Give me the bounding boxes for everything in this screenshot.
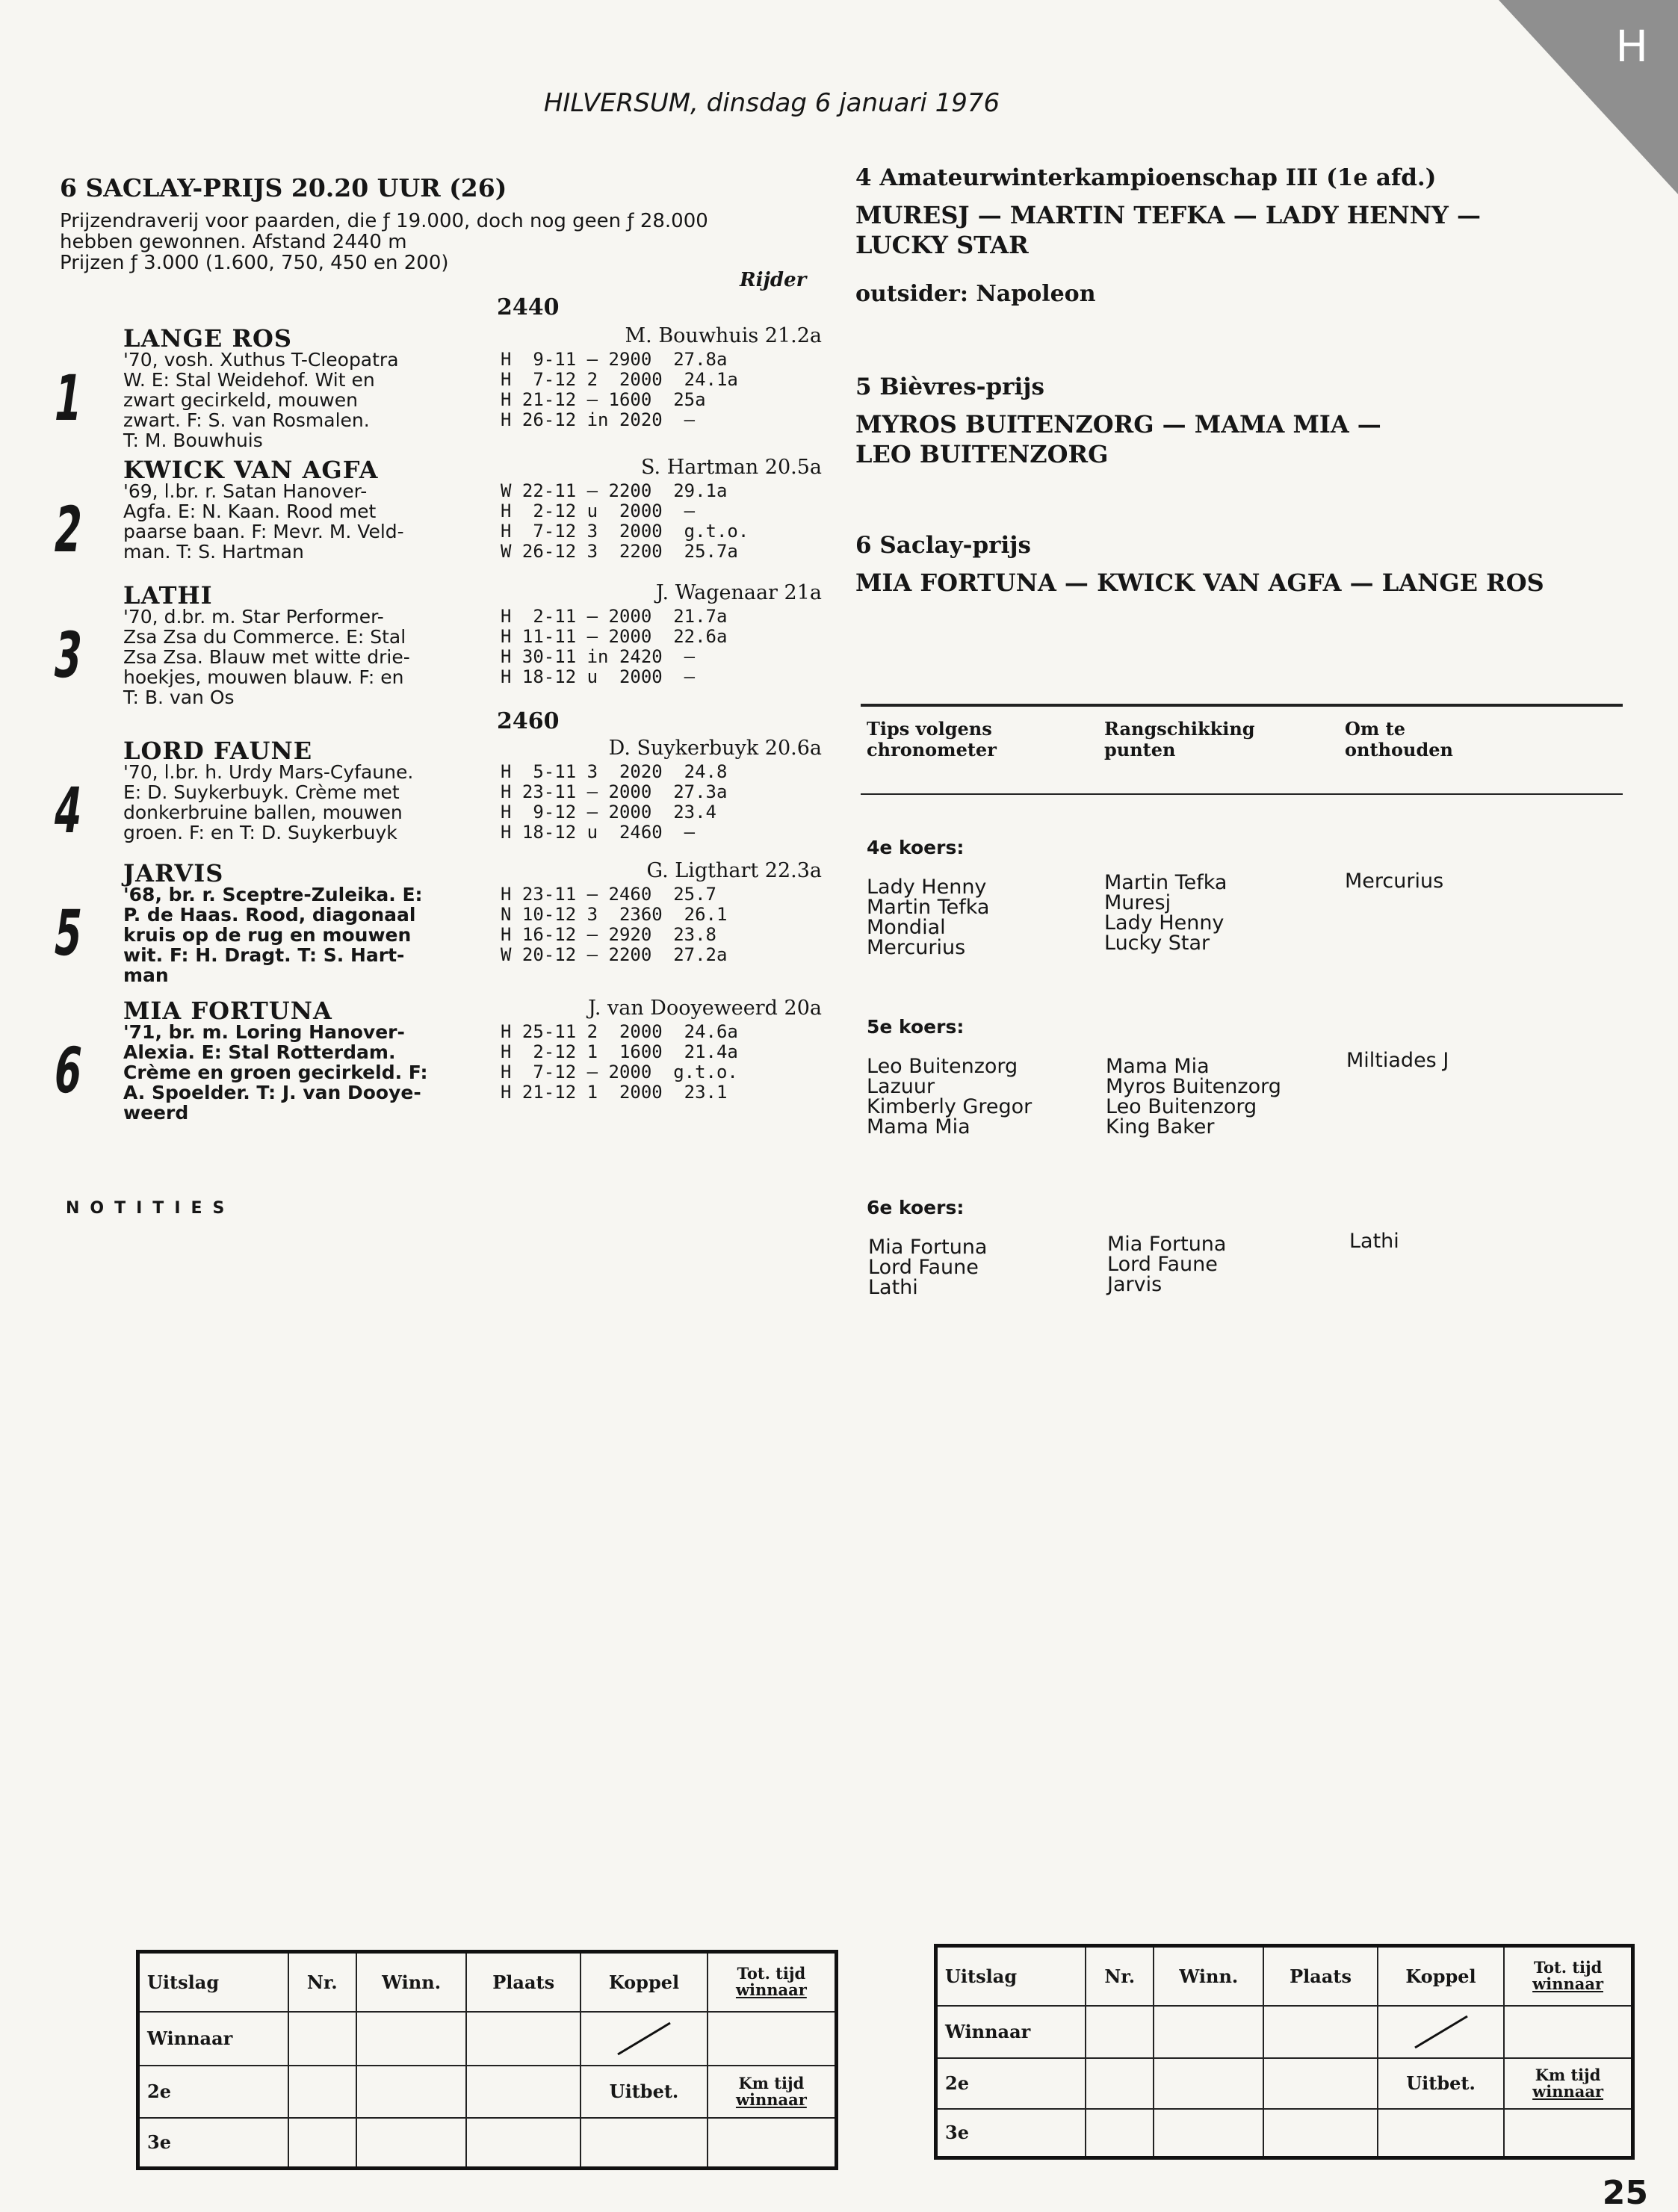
row-label-3e: 3e [936, 2109, 1086, 2158]
list-item: Myros Buitenzorg [1106, 1075, 1281, 1098]
desc-line: zwart gecirkeld, mouwen [123, 389, 358, 411]
cell[interactable] [1263, 2109, 1378, 2158]
horse-name: LORD FAUNE [123, 737, 313, 765]
corner-letter: H [1615, 21, 1648, 72]
row-label-3e: 3e [138, 2118, 288, 2169]
horse-name: MIA FORTUNA [123, 997, 332, 1025]
koers-label: 4e koers: [867, 837, 965, 858]
result-line: H 5-11 3 2020 24.8 [501, 761, 728, 782]
list-item: Lazuur [867, 1075, 935, 1098]
cell[interactable] [1504, 2109, 1632, 2158]
list-item: Martin Tefka [1104, 871, 1227, 894]
rider-name: D. Suykerbuyk 20.6a [608, 737, 822, 760]
result-line: H 21-12 1 2000 23.1 [501, 1082, 728, 1103]
prediction-title: 5 Bièvres-prijs [855, 374, 1044, 400]
list-item: Lathi [868, 1276, 918, 1299]
rider-name: G. Ligthart 22.3a [646, 859, 822, 882]
desc-line: '70, vosh. Xuthus T-Cleopatra [123, 349, 399, 371]
prediction-line: MYROS BUITENZORG — MAMA MIA — [855, 410, 1381, 439]
header-line: onthouden [1345, 739, 1453, 760]
list-item: Martin Tefka [867, 896, 990, 919]
prediction-horses [855, 409, 1625, 469]
result-line: H 7-12 — 2000 g.t.o. [501, 1062, 738, 1082]
result-line: H 23-11 — 2460 25.7 [501, 884, 716, 905]
desc-line: man [123, 964, 169, 986]
prediction-race-6 [855, 532, 1625, 598]
distance-label: 2440 [497, 294, 560, 320]
horse-description [123, 1022, 497, 1123]
list-item: King Baker [1106, 1115, 1215, 1138]
horse-name: JARVIS [123, 859, 224, 887]
header-line: Rangschikking [1104, 718, 1255, 740]
koppel-slash-cell [1378, 2006, 1504, 2058]
list-item: Jarvis [1107, 1273, 1162, 1296]
prediction-line: LUCKY STAR [855, 231, 1029, 259]
tips-onthouden-list [1345, 871, 1443, 891]
tips-header-chronometer [867, 719, 997, 760]
list-item: Mondial [867, 916, 946, 939]
header-uitslag: Uitslag [936, 1946, 1086, 2006]
horse-results [501, 607, 822, 687]
desc-line: weerd [123, 1102, 189, 1124]
race-desc-line: Prijzendraverij voor paarden, die ƒ 19.000, doch nog geen ƒ 28.000 [60, 210, 708, 232]
result-line: W 26-12 3 2200 25.7a [501, 541, 738, 562]
desc-line: P. de Haas. Rood, diagonaal [123, 904, 416, 926]
slash-mark [610, 2020, 678, 2057]
horse-results [501, 481, 822, 562]
prediction-horses [855, 200, 1625, 260]
desc-line: Zsa Zsa du Commerce. E: Stal [123, 626, 406, 648]
prediction-title: 4 Amateurwinterkampioenschap III (1e afd.) [855, 164, 1437, 191]
tips-chrono-list [868, 1237, 987, 1298]
header-line: chronometer [867, 739, 997, 760]
header-winn: Winn. [1154, 1946, 1263, 2006]
race-description [60, 211, 852, 273]
header-plaats: Plaats [1263, 1946, 1378, 2006]
header-line: Tips volgens [867, 718, 992, 740]
list-item: Lord Faune [1107, 1253, 1218, 1276]
list-item: Mia Fortuna [868, 1236, 988, 1259]
desc-line: Agfa. E: N. Kaan. Rood met [123, 501, 377, 522]
desc-line: donkerbruine ballen, mouwen [123, 802, 403, 823]
result-line: H 21-12 — 1600 25a [501, 389, 706, 410]
horse-results [501, 762, 822, 843]
tips-punten-list [1106, 1056, 1281, 1137]
prediction-line: LEO BUITENZORG [855, 440, 1109, 468]
desc-line: paarse baan. F: Mevr. M. Veld- [123, 521, 404, 542]
desc-line: '69, l.br. r. Satan Hanover- [123, 480, 368, 502]
prediction-race-4 [855, 164, 1625, 307]
result-line: H 18-12 u 2460 — [501, 822, 696, 843]
notities-heading: NOTITIES [66, 1199, 235, 1218]
header-tot-tijd [1504, 1946, 1632, 2006]
horse-results [501, 1022, 822, 1103]
list-item: Mercurius [1345, 870, 1444, 893]
cell[interactable] [356, 2066, 466, 2118]
tips-punten-list [1104, 873, 1227, 953]
race-title: 6 SACLAY-PRIJS 20.20 UUR (26) [60, 173, 507, 202]
result-line: H 26-12 in 2020 — [501, 409, 696, 430]
prediction-horses [855, 568, 1625, 598]
horse-description [123, 885, 497, 985]
koers-label: 5e koers: [867, 1016, 965, 1038]
result-line: W 22-11 — 2200 29.1a [501, 480, 728, 501]
tips-chrono-list [867, 1056, 1032, 1137]
horse-name: LATHI [123, 581, 213, 610]
cell[interactable] [1086, 2058, 1154, 2109]
header-line: Tot. tijd [1533, 1958, 1603, 1977]
result-line: H 9-11 — 2900 27.8a [501, 349, 728, 370]
tips-onthouden-list [1349, 1231, 1399, 1251]
header-line: winnaar [735, 2089, 807, 2109]
km-tijd-label [708, 2066, 837, 2118]
prediction-race-5 [855, 374, 1625, 469]
list-item: Lord Faune [868, 1256, 979, 1279]
desc-line: A. Spoelder. T: J. van Dooye- [123, 1082, 421, 1103]
desc-line: Alexia. E: Stal Rotterdam. [123, 1041, 396, 1063]
koers-label: 6e koers: [867, 1197, 965, 1218]
tips-header-punten [1104, 719, 1255, 760]
tips-punten-list [1107, 1234, 1226, 1295]
desc-line: E: D. Suykerbuyk. Crème met [123, 781, 400, 803]
desc-line: kruis op de rug en mouwen [123, 924, 412, 946]
uitbet-label: Uitbet. [581, 2066, 708, 2118]
list-item: Mama Mia [867, 1115, 970, 1138]
row-label-winnaar: Winnaar [138, 2012, 288, 2066]
header-plaats: Plaats [466, 1952, 581, 2012]
header-line: winnaar [1532, 2081, 1604, 2101]
header-line: punten [1104, 739, 1176, 760]
result-line: H 23-11 — 2000 27.3a [501, 781, 728, 802]
distance-label: 2460 [497, 708, 560, 734]
result-table-right [934, 1944, 1635, 2160]
result-line: N 10-12 3 2360 26.1 [501, 904, 728, 925]
cell[interactable] [1263, 2006, 1378, 2058]
page-number: 25 [1602, 2174, 1648, 2212]
cell[interactable] [288, 2066, 357, 2118]
list-item: Lucky Star [1104, 932, 1210, 955]
horse-number: 5 [49, 896, 87, 970]
desc-line: '70, l.br. h. Urdy Mars-Cyfaune. [123, 761, 414, 783]
cell[interactable] [1086, 2006, 1154, 2058]
list-item: Lady Henny [1104, 911, 1225, 935]
cell[interactable] [288, 2118, 357, 2169]
desc-line: wit. F: H. Dragt. T: S. Hart- [123, 944, 405, 966]
header-line: Km tijd [738, 2073, 805, 2092]
rider-name: S. Hartman 20.5a [641, 456, 822, 479]
race-desc-line: Prijzen ƒ 3.000 (1.600, 750, 450 en 200) [60, 252, 449, 274]
uitbet-label: Uitbet. [1378, 2058, 1504, 2109]
header-line: Km tijd [1535, 2065, 1601, 2084]
rider-name: J. Wagenaar 21a [655, 581, 822, 604]
rider-header: Rijder [740, 269, 807, 291]
koppel-slash-cell [581, 2012, 708, 2066]
desc-line: zwart. F: S. van Rosmalen. [123, 409, 370, 431]
prediction-line: MIA FORTUNA — KWICK VAN AGFA — LANGE ROS [855, 569, 1544, 597]
rider-name: J. van Dooyeweerd 20a [588, 997, 822, 1020]
cell[interactable] [1154, 2006, 1263, 2058]
horse-number: 4 [49, 774, 87, 847]
result-line: H 2-11 — 2000 21.7a [501, 606, 728, 627]
result-line: H 18-12 u 2000 — [501, 666, 696, 687]
desc-line: Zsa Zsa. Blauw met witte drie- [123, 646, 410, 668]
header-line: winnaar [1532, 1974, 1604, 1994]
list-item: Muresj [1104, 891, 1171, 914]
row-label-2e: 2e [138, 2066, 288, 2118]
list-item: Mia Fortuna [1107, 1233, 1227, 1256]
cell[interactable] [708, 2012, 837, 2066]
page-header: HILVERSUM, dinsdag 6 januari 1976 [543, 88, 1000, 118]
desc-line: W. E: Stal Weidehof. Wit en [123, 369, 375, 391]
cell[interactable] [1504, 2006, 1632, 2058]
result-line: H 16-12 — 2920 23.8 [501, 924, 716, 945]
desc-line: '70, d.br. m. Star Performer- [123, 606, 384, 628]
desc-line: hoekjes, mouwen blauw. F: en [123, 666, 404, 688]
horse-description [123, 481, 497, 562]
horse-description [123, 762, 497, 843]
result-line: W 20-12 — 2200 27.2a [501, 944, 728, 965]
horse-name: KWICK VAN AGFA [123, 456, 379, 484]
header-line: Tot. tijd [737, 1964, 806, 1983]
divider [861, 704, 1623, 707]
result-table-left [136, 1950, 838, 2170]
result-line: H 2-12 u 2000 — [501, 501, 696, 521]
row-label-winnaar: Winnaar [936, 2006, 1086, 2058]
result-line: H 7-12 2 2000 24.1a [501, 369, 738, 390]
row-label-2e: 2e [936, 2058, 1086, 2109]
result-line: H 11-11 — 2000 22.6a [501, 626, 728, 647]
tips-onthouden-list [1346, 1050, 1449, 1071]
header-nr: Nr. [1086, 1946, 1154, 2006]
horse-number: 2 [49, 493, 87, 566]
list-item: Miltiades J [1346, 1049, 1449, 1072]
rider-name: M. Bouwhuis 21.2a [625, 324, 822, 347]
desc-line: '71, br. m. Loring Hanover- [123, 1021, 405, 1043]
cell[interactable] [356, 2118, 466, 2169]
horse-number: 6 [49, 1034, 87, 1107]
tips-header-onthouden [1345, 719, 1453, 760]
cell[interactable] [466, 2118, 581, 2169]
desc-line: Crème en groen gecirkeld. F: [123, 1062, 428, 1083]
horse-results [501, 885, 822, 965]
result-line: H 2-12 1 1600 21.4a [501, 1041, 738, 1062]
slash-mark [1408, 2013, 1475, 2051]
result-line: H 30-11 in 2420 — [501, 646, 696, 667]
cell[interactable] [708, 2118, 837, 2169]
prediction-title: 6 Saclay-prijs [855, 532, 1031, 559]
cell[interactable] [356, 2012, 466, 2066]
header-koppel: Koppel [1378, 1946, 1504, 2006]
desc-line: '68, br. r. Sceptre-Zuleika. E: [123, 884, 423, 905]
desc-line: man. T: S. Hartman [123, 541, 304, 563]
horse-description [123, 350, 497, 450]
cell[interactable] [581, 2118, 708, 2169]
list-item: Leo Buitenzorg [1106, 1095, 1257, 1118]
horse-results [501, 350, 822, 430]
header-koppel: Koppel [581, 1952, 708, 2012]
result-line: H 25-11 2 2000 24.6a [501, 1021, 738, 1042]
header-tot-tijd [708, 1952, 837, 2012]
cell[interactable] [466, 2012, 581, 2066]
result-line: H 9-12 — 2000 23.4 [501, 802, 716, 822]
header-line: winnaar [735, 1980, 807, 2000]
cell[interactable] [466, 2066, 581, 2118]
horse-number: 1 [49, 362, 87, 435]
list-item: Mama Mia [1106, 1055, 1210, 1078]
list-item: Kimberly Gregor [867, 1095, 1033, 1118]
header-winn: Winn. [356, 1952, 466, 2012]
tips-chrono-list [867, 877, 989, 958]
result-line: H 7-12 3 2000 g.t.o. [501, 521, 749, 542]
cell[interactable] [1263, 2058, 1378, 2109]
desc-line: groen. F: en T: D. Suykerbuyk [123, 822, 397, 843]
desc-line: T: M. Bouwhuis [123, 430, 263, 451]
header-uitslag: Uitslag [138, 1952, 288, 2012]
list-item: Lady Henny [867, 876, 987, 899]
horse-description [123, 607, 497, 707]
horse-name: LANGE ROS [123, 324, 293, 353]
km-tijd-label [1504, 2058, 1632, 2109]
header-line: Om te [1345, 718, 1406, 740]
desc-line: T: B. van Os [123, 687, 235, 708]
cell[interactable] [1154, 2109, 1263, 2158]
horse-number: 3 [49, 619, 87, 692]
prediction-outsider: outsider: Napoleon [855, 281, 1096, 307]
prediction-line: MURESJ — MARTIN TEFKA — LADY HENNY — [855, 201, 1482, 229]
race-desc-line: hebben gewonnen. Afstand 2440 m [60, 231, 407, 253]
list-item: Mercurius [867, 936, 966, 959]
list-item: Lathi [1349, 1230, 1399, 1253]
cell[interactable] [1086, 2109, 1154, 2158]
header-nr: Nr. [288, 1952, 357, 2012]
cell[interactable] [1378, 2109, 1504, 2158]
list-item: Leo Buitenzorg [867, 1055, 1018, 1078]
cell[interactable] [1154, 2058, 1263, 2109]
cell[interactable] [288, 2012, 357, 2066]
divider [861, 793, 1623, 795]
